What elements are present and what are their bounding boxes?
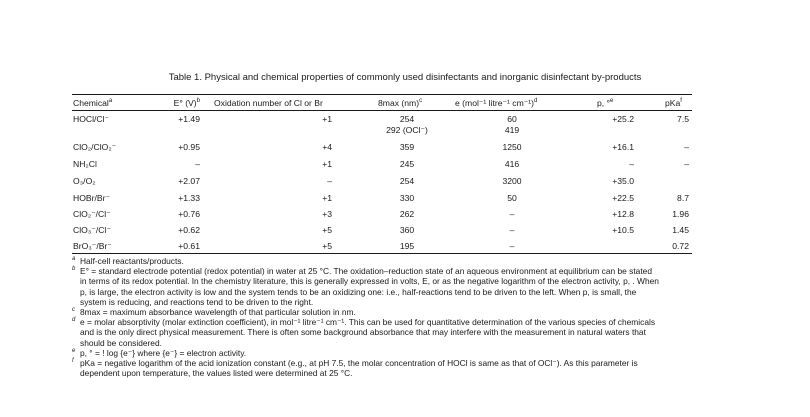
footnote [72, 266, 696, 307]
footnote [72, 307, 696, 317]
cell-chemical: ClO₂⁻/Cl⁻ [73, 209, 111, 219]
footnote-mark: e [72, 347, 76, 354]
cell-pka: 1.45 [672, 225, 689, 235]
footnote-line: p, is large, the electron activity is low and the system tends to be an oxidizing one: i.e., half-reactions tend to be driven to the left. When p, is small, the [80, 286, 637, 297]
table-row [72, 209, 692, 221]
cell-lambda: 195 [399, 241, 415, 251]
table-caption: Table 1. Physical and chemical properties of commonly used disinfectants and inorganic disinfectant by-products [168, 72, 642, 83]
cell-oxidation: +5 [322, 225, 332, 235]
table-header-rule [72, 110, 692, 111]
footnote-line: and is the only direct physical measurement. There is often some background absorbance that may interfere with the measurement in natural waters that [80, 327, 646, 338]
cell-epsilon: 419 [504, 125, 520, 135]
cell-lambda: 254 [399, 176, 415, 186]
cell-e0: +0.76 [178, 209, 200, 219]
cell-chemical: BrO₃⁻/Br⁻ [73, 241, 112, 251]
header-lambda: 8max (nm)$^c$ [378, 98, 423, 108]
table-row [72, 176, 692, 188]
cell-oxidation: +1 [322, 114, 332, 124]
cell-lambda: 262 [399, 209, 415, 219]
footnote [72, 317, 696, 348]
footnote-line: in terms of its redox potential. In the chemistry literature, this is generally expressed in volts, E, or as the negative logarithm of the electron activity, p, . When [80, 276, 659, 287]
cell-pka: 7.5 [677, 114, 689, 124]
cell-chemical: NH₂Cl [73, 159, 97, 169]
table-row [72, 241, 692, 253]
cell-oxidation: +3 [322, 209, 332, 219]
footnote-line: e = molar absorptivity (molar extinction coefficient), in mol⁻¹ litre⁻¹ cm⁻¹. This can be used for quantitative determination of the various species of chemicals [80, 317, 656, 328]
footnote-mark: d [72, 317, 76, 324]
header-pe: p, °$^e$ [597, 98, 614, 108]
footnote-line: Half-cell reactants/products. [80, 256, 184, 266]
footnote-line: dependent upon temperature, the values listed were determined at 25 °C. [80, 368, 353, 379]
table-row [72, 125, 692, 137]
cell-pka: 0.72 [672, 241, 689, 251]
cell-lambda: 359 [399, 142, 415, 152]
cell-epsilon: – [509, 241, 515, 251]
table-header-row [72, 98, 692, 110]
footnote [72, 256, 696, 266]
cell-e0: +1.49 [178, 114, 200, 124]
cell-oxidation: +4 [322, 142, 332, 152]
cell-epsilon: 60 [507, 114, 517, 124]
cell-oxidation: +1 [322, 193, 332, 203]
cell-pe: +12.8 [612, 209, 634, 219]
footnote-line: E° = standard electrode potential (redox potential) in water at 25 °C. The oxidation–reduction state of an aqueous environment at equilibrium can be stated [80, 266, 652, 277]
cell-epsilon: 3200 [502, 176, 522, 186]
footnote-mark: c [72, 307, 75, 314]
cell-e0: +2.07 [178, 176, 200, 186]
cell-epsilon: – [509, 209, 515, 219]
footnote-line: 8max = maximum absorbance wavelength of that particular solution in nm. [80, 307, 356, 318]
cell-e0: – [195, 159, 200, 169]
cell-pka: 8.7 [677, 193, 689, 203]
cell-e0: +0.62 [178, 225, 200, 235]
cell-chemical: HOBr/Br⁻ [73, 193, 111, 203]
header-pka: pKa$^f$ [665, 98, 682, 108]
table-footnotes [72, 256, 696, 378]
cell-pka: – [684, 142, 689, 152]
footnote-line: p, ° = ! log {e⁻} where {e⁻} = electron activity. [80, 347, 247, 358]
cell-pe: +25.2 [612, 114, 634, 124]
footnote [72, 358, 696, 378]
header-chemical: Chemical$^a$ [73, 98, 113, 108]
table-row [72, 142, 692, 154]
cell-pe: +16.1 [612, 142, 634, 152]
header-oxidation: Oxidation number of Cl or Br [214, 98, 323, 108]
cell-oxidation: +5 [322, 241, 332, 251]
cell-e0: +1.33 [178, 193, 200, 203]
footnote-mark: f [72, 358, 74, 365]
cell-epsilon: 416 [504, 159, 520, 169]
footnote-mark: b [72, 266, 76, 273]
header-epsilon: e (mol⁻¹ litre⁻¹ cm⁻¹)$^d$ [455, 98, 538, 108]
footnote-line: pKa = negative logarithm of the acid ionization constant (e.g., at pH 7.5, the molar concentration of HOCl is same as that of OCl⁻). As this parameter is [80, 358, 638, 369]
cell-pe: – [629, 159, 634, 169]
cell-e0: +0.95 [178, 142, 200, 152]
table-bottom-rule [72, 253, 692, 254]
cell-lambda: 292 (OCl⁻) [386, 125, 428, 135]
cell-oxidation: +1 [322, 159, 332, 169]
cell-epsilon: 50 [507, 193, 517, 203]
cell-lambda: 245 [399, 159, 415, 169]
table-row [72, 193, 692, 205]
cell-pka: 1.96 [672, 209, 689, 219]
cell-pe: +10.5 [612, 225, 634, 235]
cell-oxidation: – [327, 176, 332, 186]
cell-chemical: ClO₂/ClO₂⁻ [73, 142, 117, 152]
table-row [72, 225, 692, 237]
table-top-rule [72, 94, 692, 95]
cell-pe: +35.0 [612, 176, 634, 186]
cell-lambda: 330 [399, 193, 415, 203]
header-e0: E° $(V)^b$ [173, 98, 200, 108]
footnote-line: system is reducing, and reactions tend to be driven to the right. [80, 296, 314, 307]
cell-e0: +0.61 [178, 241, 200, 251]
cell-epsilon: – [509, 225, 515, 235]
footnote [72, 348, 696, 358]
cell-chemical: O₃/O₂ [73, 176, 96, 186]
cell-lambda: 360 [399, 225, 415, 235]
table-row [72, 159, 692, 171]
cell-pka: – [684, 159, 689, 169]
footnote-line: should be considered. [80, 337, 162, 348]
cell-epsilon: 1250 [502, 142, 522, 152]
cell-chemical: ClO₃⁻/Cl⁻ [73, 225, 111, 235]
cell-lambda: 254 [399, 114, 415, 124]
cell-pe: +22.5 [612, 193, 634, 203]
footnote-mark: a [72, 256, 76, 262]
cell-chemical: HOCl/Cl⁻ [73, 114, 110, 124]
